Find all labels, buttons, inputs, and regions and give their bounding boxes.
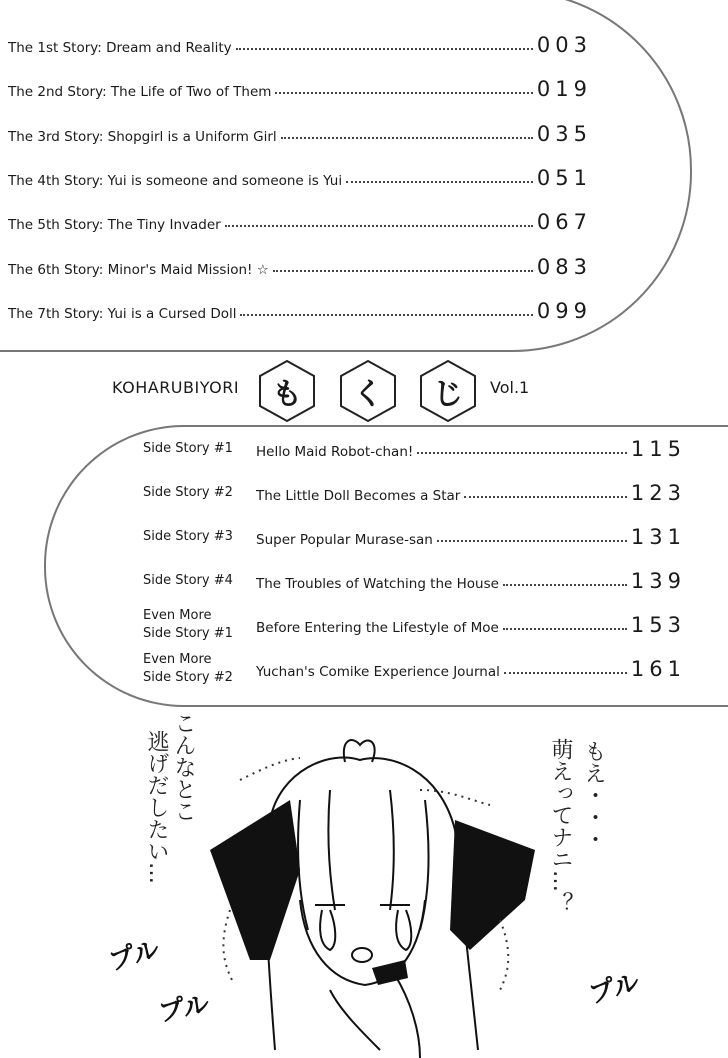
kana-character: も (272, 377, 302, 412)
speech-text-right-1: もえ・・・ (581, 740, 606, 850)
side-story-label-line: Side Story #1 (143, 441, 233, 456)
page-number: 019 (536, 77, 592, 101)
kana-character: く (353, 377, 383, 412)
speech-text-right-2: 萌えってナニ…？ (548, 738, 573, 914)
page-number: 123 (630, 481, 686, 505)
sound-effect: プル (585, 967, 643, 1010)
story-title: Super Popular Murase-san (256, 532, 433, 548)
story-title: Before Entering the Lifestyle of Moe (256, 620, 499, 636)
page-number: 131 (630, 525, 686, 549)
side-story-label-line: Side Story #2 (143, 485, 233, 500)
ribbon-left (210, 800, 300, 960)
volume-label: Vol.1 (490, 378, 530, 397)
story-title: The Little Doll Becomes a Star (256, 488, 461, 504)
page-number: 051 (536, 166, 592, 190)
speech-text-left-2: 逃げだしたい… (144, 730, 169, 884)
story-title: The Troubles of Watching the House (256, 576, 499, 592)
speech-text-left-1: こんなとこ (171, 712, 196, 822)
story-title: The 7th Story: Yui is a Cursed Doll (8, 306, 237, 322)
side-story-label-line: Even More (143, 608, 212, 623)
story-title: The 6th Story: Minor's Maid Mission! ☆ (8, 262, 269, 278)
sound-effect: プル (156, 989, 212, 1029)
ribbon-right (450, 820, 535, 950)
page-number: 115 (630, 437, 686, 461)
page-number: 099 (536, 299, 592, 323)
story-title: Yuchan's Comike Experience Journal (256, 664, 500, 680)
page-number: 067 (536, 210, 592, 234)
story-title: The 3rd Story: Shopgirl is a Uniform Girl (8, 129, 277, 145)
page-number: 161 (630, 657, 686, 681)
kana-character: じ (433, 377, 463, 412)
page-number: 153 (630, 613, 686, 637)
story-title: The 2nd Story: The Life of Two of Them (8, 84, 272, 100)
page-number: 083 (536, 255, 592, 279)
story-title: The 5th Story: The Tiny Invader (8, 217, 221, 233)
side-story-label-line: Side Story #3 (143, 529, 233, 544)
story-title: The 1st Story: Dream and Reality (8, 40, 232, 56)
page-number: 035 (536, 122, 592, 146)
side-story-label-line: Side Story #4 (143, 573, 233, 588)
story-title: The 4th Story: Yui is someone and someone is Yui (8, 173, 343, 189)
page-number: 003 (536, 33, 592, 57)
collar-bow (372, 960, 408, 985)
side-story-label-line: Side Story #1 (143, 626, 233, 641)
sound-effect: プル (105, 934, 163, 977)
side-story-label-line: Even More (143, 652, 212, 667)
side-story-label-line: Side Story #2 (143, 670, 233, 685)
story-title: Hello Maid Robot-chan! (256, 444, 414, 460)
series-title: KOHARUBIYORI (112, 378, 240, 397)
page-number: 139 (630, 569, 686, 593)
